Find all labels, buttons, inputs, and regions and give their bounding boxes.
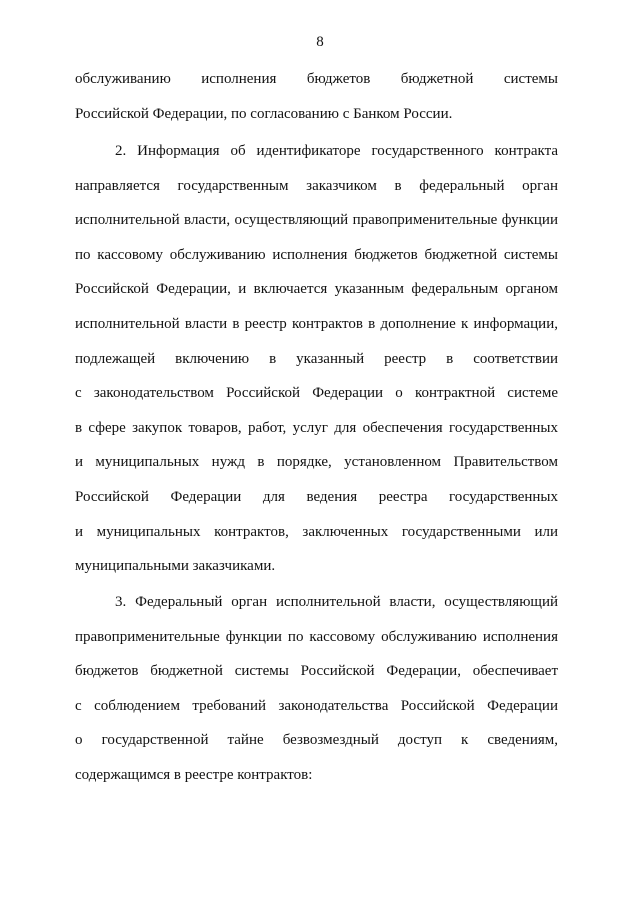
text-line: с соблюдением требований законодательства Российской Федерации — [75, 697, 558, 714]
text-line: обслуживанию исполнения бюджетов бюджетной системы — [75, 71, 558, 87]
text-line: и муниципальных нужд в порядке, установленном Правительством — [75, 454, 558, 471]
text-line: правоприменительные функции по кассовому обслуживанию исполнения — [75, 628, 558, 645]
paragraph-1 — [75, 62, 558, 131]
text-line: Российской Федерации для ведения реестра государственных — [75, 488, 558, 505]
text-line: муниципальными заказчиками. — [75, 558, 276, 575]
text-line: подлежащей включению в указанный реестр в соответствии — [75, 350, 558, 367]
text-line: бюджетов бюджетной системы Российской Федерации, обеспечивает — [75, 663, 558, 680]
text-line: с законодательством Российской Федерации о контрактной системе — [75, 385, 558, 402]
text-line: в сфере закупок товаров, работ, услуг для обеспечения государственных — [75, 419, 558, 436]
text-line: направляется государственным заказчиком в федеральный орган — [75, 177, 558, 194]
text-line: по кассовому обслуживанию исполнения бюджетов бюджетной системы — [75, 246, 558, 263]
text-line: 3. Федеральный орган исполнительной власти, осуществляющий — [115, 594, 558, 610]
text-line: Российской Федерации, и включается указанным федеральным органом — [75, 281, 558, 298]
text-line: и муниципальных контрактов, заключенных государственными или — [75, 523, 558, 540]
paragraph-2 — [75, 134, 558, 584]
paragraph-3 — [75, 585, 558, 793]
text-line: исполнительной власти в реестр контрактов в дополнение к информации, — [75, 315, 558, 332]
text-line: о государственной тайне безвозмездный доступ к сведениям, — [75, 732, 558, 749]
text-line: содержащимся в реестре контрактов: — [75, 766, 313, 783]
text-line: Российской Федерации, по согласованию с Банком России. — [75, 105, 453, 122]
page-number: 8 — [316, 34, 324, 50]
text-line: 2. Информация об идентификаторе государственного контракта — [115, 143, 558, 159]
text-line: исполнительной власти, осуществляющий правоприменительные функции — [75, 212, 558, 229]
